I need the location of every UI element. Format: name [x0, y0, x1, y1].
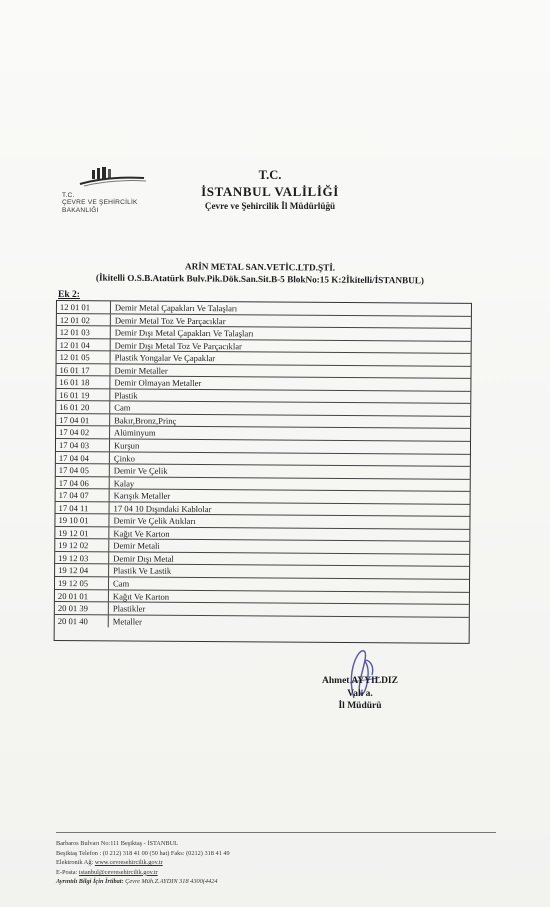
footer-contact-line [56, 877, 230, 887]
waste-code-cell: 16 01 20 [56, 401, 110, 413]
waste-description-cell: Demir Ve Çelik [113, 465, 168, 476]
waste-description-cell: Demir Metaller [114, 365, 168, 376]
ministry-line: T.C. [62, 192, 75, 199]
footer-email-line [56, 868, 230, 878]
waste-code-cell: 20 01 40 [55, 615, 109, 628]
footer-email-link[interactable]: istanbul@cevresehircilik.gov.tr [78, 868, 158, 876]
signatory-title: Vali a. [347, 688, 373, 699]
footer-contact-label: Ayrıntılı Bilgi İçin İrtibat: [56, 878, 126, 886]
waste-code-cell: 17 04 01 [56, 414, 110, 426]
waste-code-cell: 19 12 02 [55, 539, 109, 551]
appendix-label: Ek 2: [58, 290, 80, 300]
company-name: ARİN METAL SAN.VETİC.LTD.ŞTİ. [184, 261, 336, 273]
waste-description-cell: Demir Metali [113, 540, 160, 552]
waste-description-cell: Demir Ve Çelik Atıkları [113, 515, 196, 527]
waste-code-cell: 16 01 18 [56, 376, 110, 388]
waste-code-cell: 17 04 03 [56, 439, 110, 451]
waste-description-cell: 17 04 10 Dışındaki Kablolar [113, 503, 212, 514]
waste-description-cell: Demir Dışı Metal Çapakları Ve Talaşları [114, 327, 254, 339]
waste-description-cell: Kağıt Ve Karton [113, 528, 170, 539]
waste-description-cell: Cam [114, 402, 131, 413]
waste-description-cell: Plastik [114, 390, 138, 401]
waste-code-cell: 16 01 19 [56, 389, 110, 401]
waste-code-cell: 12 01 01 [57, 301, 111, 313]
waste-code-cell: 17 04 11 [56, 502, 110, 514]
waste-description-cell: Metaller [112, 616, 142, 627]
footer-contact: Çevre Müh.Z.AYDIN 318 4300(4424 [125, 878, 218, 886]
waste-code-cell: 16 01 17 [56, 364, 110, 376]
signature-block [300, 675, 420, 713]
waste-code-cell: 20 01 39 [55, 602, 109, 614]
letterhead-tc: T.C. [258, 168, 282, 182]
waste-code-table [54, 300, 472, 644]
waste-description-cell: Plastikler [112, 603, 146, 614]
ministry-line: BAKANLIĞI [62, 206, 99, 214]
waste-code-cell: 17 04 04 [56, 452, 110, 464]
waste-description-cell: Demir Dışı Metal [113, 553, 174, 564]
waste-description-cell: Plastik Ve Lastik [113, 565, 172, 577]
waste-code-cell: 17 04 02 [56, 426, 110, 438]
waste-description-cell: Kurşun [113, 440, 140, 451]
waste-description-cell: Bakır,Bronz,Prinç [114, 415, 177, 426]
waste-code-cell: 12 01 04 [57, 339, 111, 351]
waste-code-cell: 19 10 01 [55, 514, 109, 526]
waste-description-cell: Plastik Yongalar Ve Çapaklar [114, 352, 216, 364]
letterhead [160, 168, 380, 211]
signatory-position: İl Müdürü [338, 701, 382, 712]
letterhead-directorate: Çevre ve Şehircilik İl Müdürlüğü [204, 201, 336, 211]
ministry-line: ÇEVRE VE ŞEHİRCİLİK [62, 199, 138, 207]
signatory-name: Ahmet AYYILDIZ [322, 676, 398, 686]
waste-description-cell: Demir Dışı Metal Toz Ve Parçacıklar [114, 340, 242, 351]
waste-code-cell: 20 01 01 [55, 590, 109, 602]
waste-description-cell: Demir Olmayan Metaller [114, 377, 202, 389]
waste-code-cell: 17 04 06 [56, 477, 110, 489]
footer-web-link[interactable]: www.cevresehircilik.gov.tr [94, 859, 163, 867]
waste-description-cell: Demir Metal Çapakları Ve Talaşları [114, 302, 238, 314]
waste-description-cell: Demir Metal Toz Ve Parçacıklar [114, 314, 226, 326]
footer [56, 839, 230, 887]
company-block [40, 260, 480, 286]
waste-code-cell: 12 01 02 [57, 314, 111, 326]
table-row [55, 615, 469, 630]
ministry-logo [58, 166, 168, 216]
footer-web-label: Elektronik Ağ: [56, 859, 95, 867]
ministry-emblem-icon [78, 166, 148, 188]
footer-address: Barbaros Bulvarı No:111 Beşiktaş - İSTANBUL [56, 840, 178, 847]
waste-code-cell: 17 04 05 [56, 464, 110, 476]
waste-description-cell: Çinko [113, 452, 135, 464]
waste-code-cell: 19 12 04 [55, 564, 109, 576]
footer-email-label: E-Posta: [56, 868, 79, 876]
waste-description-cell: Kağıt Ve Karton [112, 590, 170, 602]
footer-phone: Beşiktaş Telefon : (0 212) 318 41 00 (50 hat) Faks: (0212) 318 41 49 [56, 849, 230, 857]
footer-web-line [56, 858, 230, 868]
waste-code-cell: 19 12 01 [55, 527, 109, 539]
letterhead-governorship: İSTANBUL VALİLİĞİ [201, 184, 339, 199]
waste-code-cell: 12 01 05 [57, 351, 111, 363]
waste-description-cell: Kalay [113, 478, 135, 489]
company-address: (İkitelli O.S.B.Atatürk Bulv.Pik.Dök.San.Sit.B-5 BlokNo:15 K:2İkitelli/İSTANBUL) [95, 272, 425, 286]
waste-code-cell: 17 04 07 [56, 489, 110, 501]
waste-code-cell: 12 01 03 [57, 326, 111, 338]
waste-description-cell: Karışık Metaller [113, 490, 171, 502]
waste-code-cell: 19 12 05 [55, 577, 109, 589]
waste-description-cell: Cam [112, 578, 130, 589]
waste-code-cell: 19 12 03 [55, 552, 109, 564]
waste-description-cell: Alüminyum [114, 427, 156, 439]
footer-divider [56, 832, 496, 833]
